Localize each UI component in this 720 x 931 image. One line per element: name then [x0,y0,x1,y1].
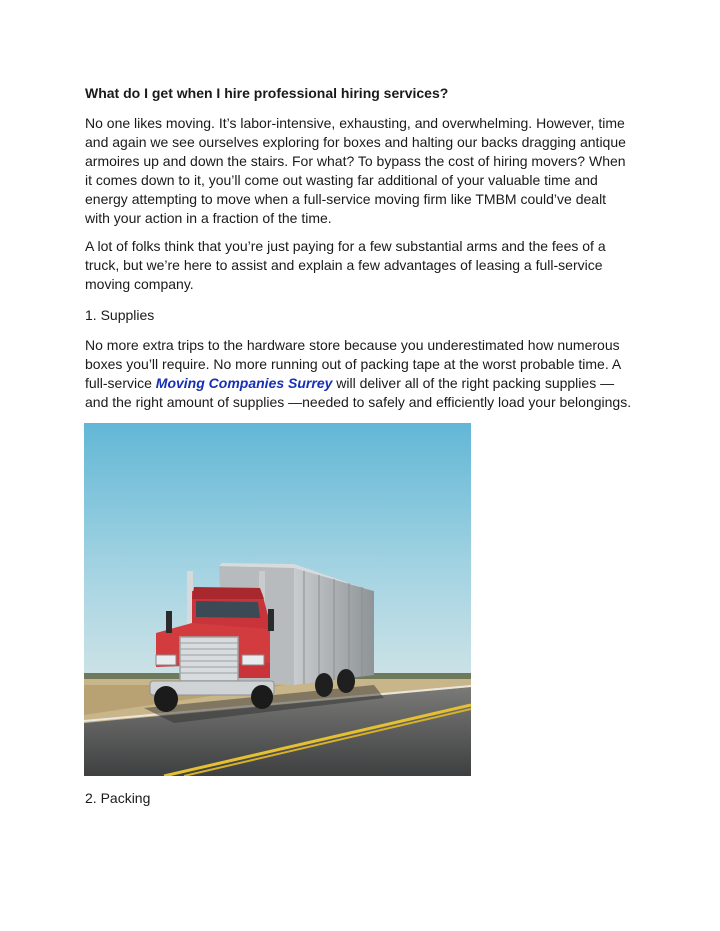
cab-roof [192,587,264,599]
intro-paragraph [85,114,645,227]
text-line [85,374,645,393]
cab-wheel [154,686,178,712]
grille [180,637,238,681]
text-line: No more extra trips to the hardware store because you underestimated how numerous [85,337,620,353]
side-mirror [166,611,172,633]
text-line: with your action in a fraction of the time. [85,209,332,226]
text-line: armoires up and down the stairs. For what? To bypass the cost of hiring movers? When [85,152,626,169]
windshield [196,601,260,618]
text-line: moving company. [85,275,194,292]
truck-illustration [84,423,471,776]
advantages-paragraph [85,237,645,294]
text-line: truck, but we’re here to assist and explain a few advantages of leasing a full-service [85,256,603,273]
truck-photo [84,423,471,776]
text-fragment: full-service [85,374,156,391]
text-line: No one likes moving. It’s labor-intensive, exhausting, and overwhelming. However, time [85,115,625,131]
headlight [242,655,264,665]
text-fragment: will deliver all of the right packing supplies — [332,374,615,391]
supplies-paragraph [85,336,645,412]
side-mirror [268,609,274,631]
text-line: and again we see ourselves exploring for boxes and halting our backs dragging antique [85,133,626,150]
section-packing-title: 2. Packing [85,790,151,806]
moving-companies-link[interactable]: Moving Companies Surrey [155,374,333,391]
text-line: A lot of folks think that you’re just paying for a few substantial arms and the fees of a [85,238,606,254]
section-supplies-title: 1. Supplies [85,307,155,323]
page-heading: What do I get when I hire professional hiring services? [85,85,449,101]
text-line: boxes you’ll require. No more running out of packing tape at the worst probable time. A [85,355,622,372]
text-line: energy attempting to move when a full-service moving firm like TMBM could’ve dealt [85,190,607,207]
trailer-wheel [337,669,355,693]
text-line: it comes down to it, you’ll come out wasting far additional of your valuable time and [85,171,598,188]
headlight [156,655,176,665]
cab-wheel [251,685,273,709]
trailer-wheel [315,673,333,697]
text-line: and the right amount of supplies —needed to safely and efficiently load your belongings. [85,393,632,410]
